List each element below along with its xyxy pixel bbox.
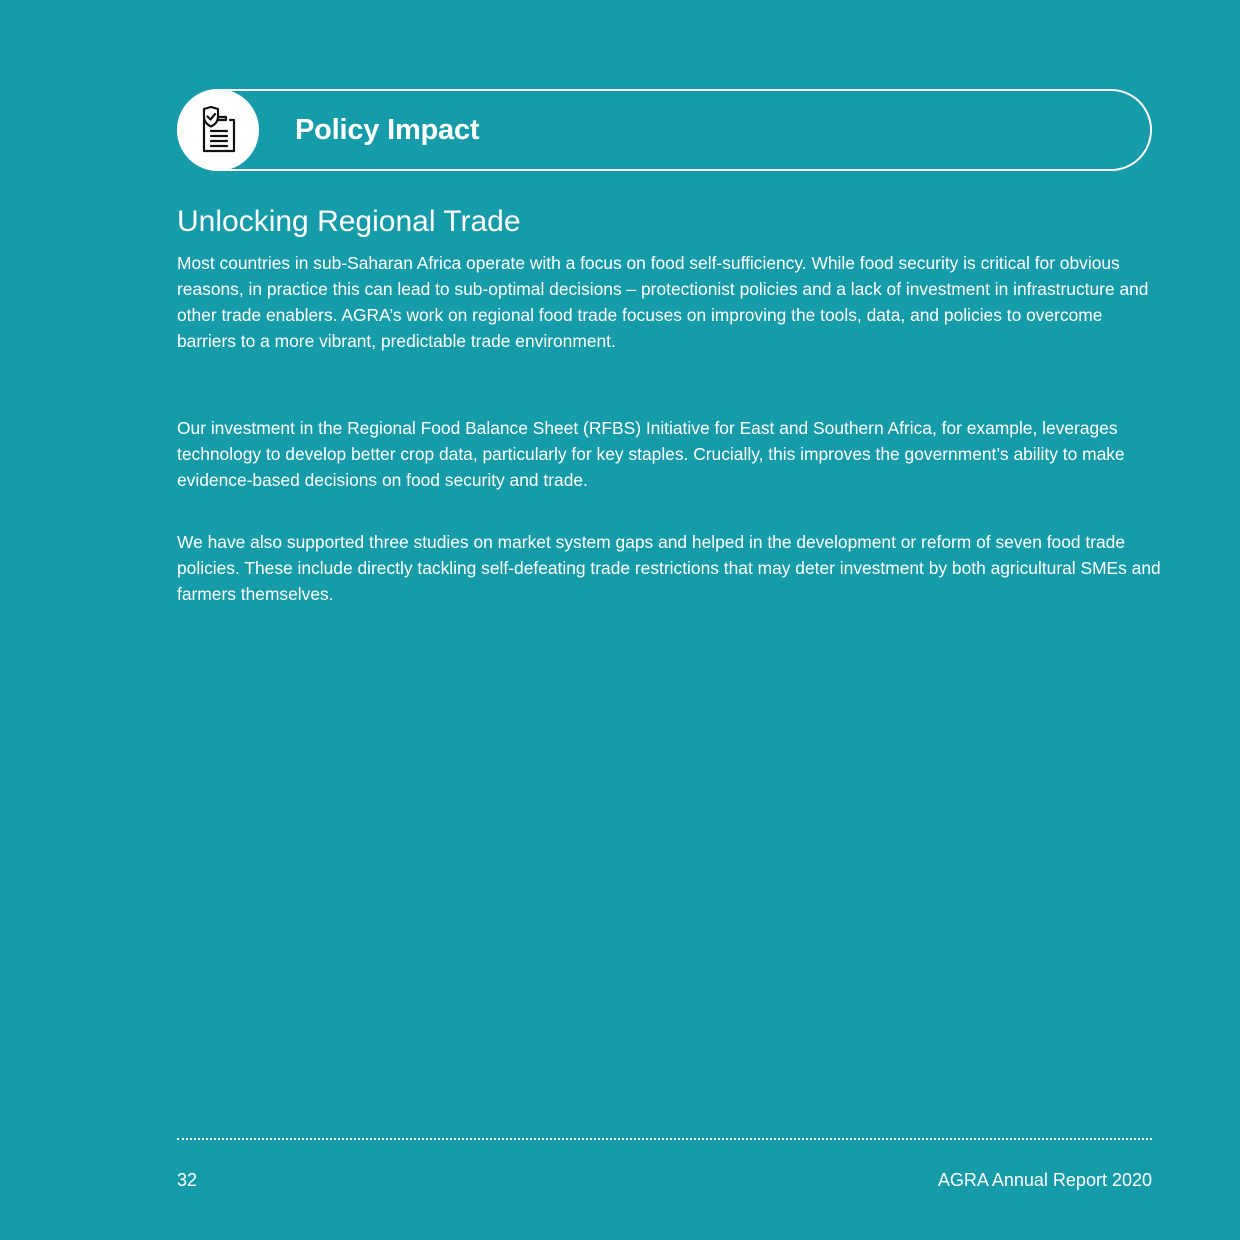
body-paragraph: Most countries in sub-Saharan Africa operate with a focus on food self-sufficiency. While food security is critical for obvious reasons, in practice this can lead to sub-optimal decisions – protectionist policies and a lack of investment in infrastructure and other trade enablers. AGRA’s work on regional food trade focuses on improving the tools, data, and policies to overcome barriers to a more vibrant, predictable trade environment. xyxy=(177,253,1149,351)
page-number: 32 xyxy=(177,1170,198,1190)
section-header-banner xyxy=(177,89,1152,171)
body-paragraph: We have also supported three studies on market system gaps and helped in the development or reform of seven food trade policies. These include directly tackling self-defeating trade restrictions that may deter investment by both agricultural SMEs and farmers themselves. xyxy=(177,532,1161,604)
footer-divider xyxy=(177,1138,1152,1140)
publication-name: AGRA Annual Report 2020 xyxy=(937,1170,1152,1190)
section-title: Policy Impact xyxy=(295,114,480,146)
policy-document-shield-icon xyxy=(198,106,238,154)
article-title: Unlocking Regional Trade xyxy=(177,205,521,238)
icon-badge xyxy=(177,89,259,171)
body-paragraph: Our investment in the Regional Food Balance Sheet (RFBS) Initiative for East and Southern Africa, for example, leverages technology to develop better crop data, particularly for key staples. Crucially, this improves the government’s ability to make evidence-based decisions on food security and trade. xyxy=(177,418,1125,490)
